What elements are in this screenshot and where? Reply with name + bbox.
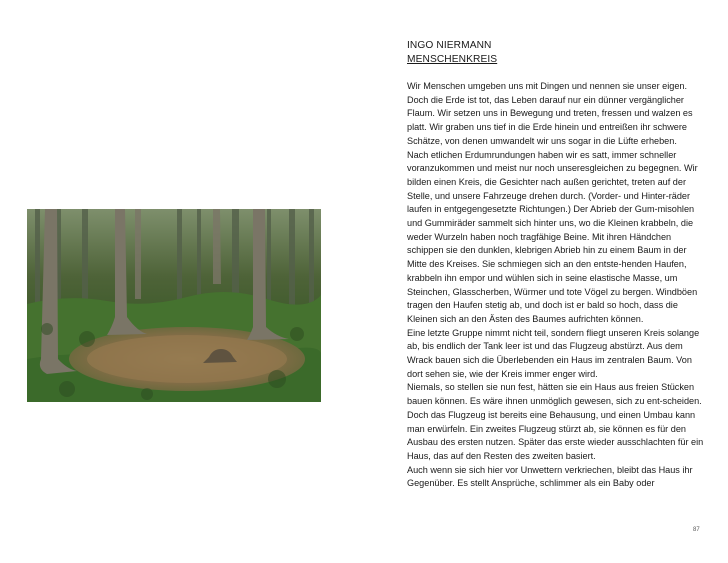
paragraph: Niemals, so stellen sie nun fest, hätten sie ein Haus aus freien Stücken bauen können. Es wäre ihnen unmöglich gewesen, sich zu ent-scheiden. Doch das Flugzeug ist bereits eine Behausung, und einen Umbau kann man erwürfeln. Ein zweites Flugzeug stürzt ab, sie können es für den Ausbau des ersten nutzen. Später das erste wieder ausschlachten für ein Haus, das auf den Resten des zweiten basiert. — [407, 382, 704, 461]
paragraph: Eine letzte Gruppe nimmt nicht teil, sondern fliegt unseren Kreis solange ab, bis endlich der Tank leer ist und das Flugzeug abstürzt. Aus dem Wrack bauen sich die Überlebenden ein Haus im zentralen Baum. Von dort sehen sie, wie der Kreis immer enger wird. — [407, 327, 700, 379]
paragraph: Wir Menschen umgeben uns mit Dingen und nennen sie unser eigen. Doch die Erde ist tot, das Leben darauf nur ein dünner vergänglicher Flaum. Wir setzen uns in Bewegung und treten, fressen und walzen es platt. Wir graben uns tief in die Erde hinein und entreißen ihr schwere Schätze, von denen umwandelt wir uns sogar in die Lüfte erheben. — [407, 81, 693, 146]
forest-clearing-photo — [27, 209, 321, 402]
author-name: INGO NIERMANN — [407, 40, 492, 51]
text-column — [407, 39, 707, 491]
page-number: 87 — [693, 527, 700, 533]
essay-title: MENSCHENKREIS — [407, 54, 498, 65]
forest-photo-illustration — [27, 209, 321, 402]
paragraph: Auch wenn sie sich hier vor Unwettern verkriechen, bleibt das Haus ihr Gegenüber. Es stellt Ansprüche, schlimmer als ein Baby oder — [407, 464, 693, 489]
paragraph: Nach etlichen Erdumrundungen haben wir es satt, immer schneller voranzukommen und meist nur noch unseresgleichen zu begegnen. Wir bilden einen Kreis, die Gesichter nach außen gerichtet, treten auf der Stelle, und unsere Fahrzeuge drehen durch. (Vorder- und Hinter-räder laufen in entgegengesetzte Richtungen.) Der Abrieb der Gum-misohlen und Gummiräder sammelt sich hinter uns, wo die Kleinen krabbeln, die weder Wurzeln haben noch tragfähige Beine. Mit ihren Händchen schippen sie den dunklen, klebrigen Abrieb hin zu einem Baum in der Mitte des Kreises. Sie schmiegen sich an den entste-henden Haufen, krabbeln ihn empor und wühlen sich in seine elastische Masse, um Steinchen, Glasscherben, Würmer und tote Vögel zu bergen. Windböen tragen den Haufen stetig ab, und doch ist er bald so hoch, dass die Kleinen sich an den Ästen des Baumes aufrichten können. — [407, 149, 698, 324]
body-text — [407, 80, 707, 491]
